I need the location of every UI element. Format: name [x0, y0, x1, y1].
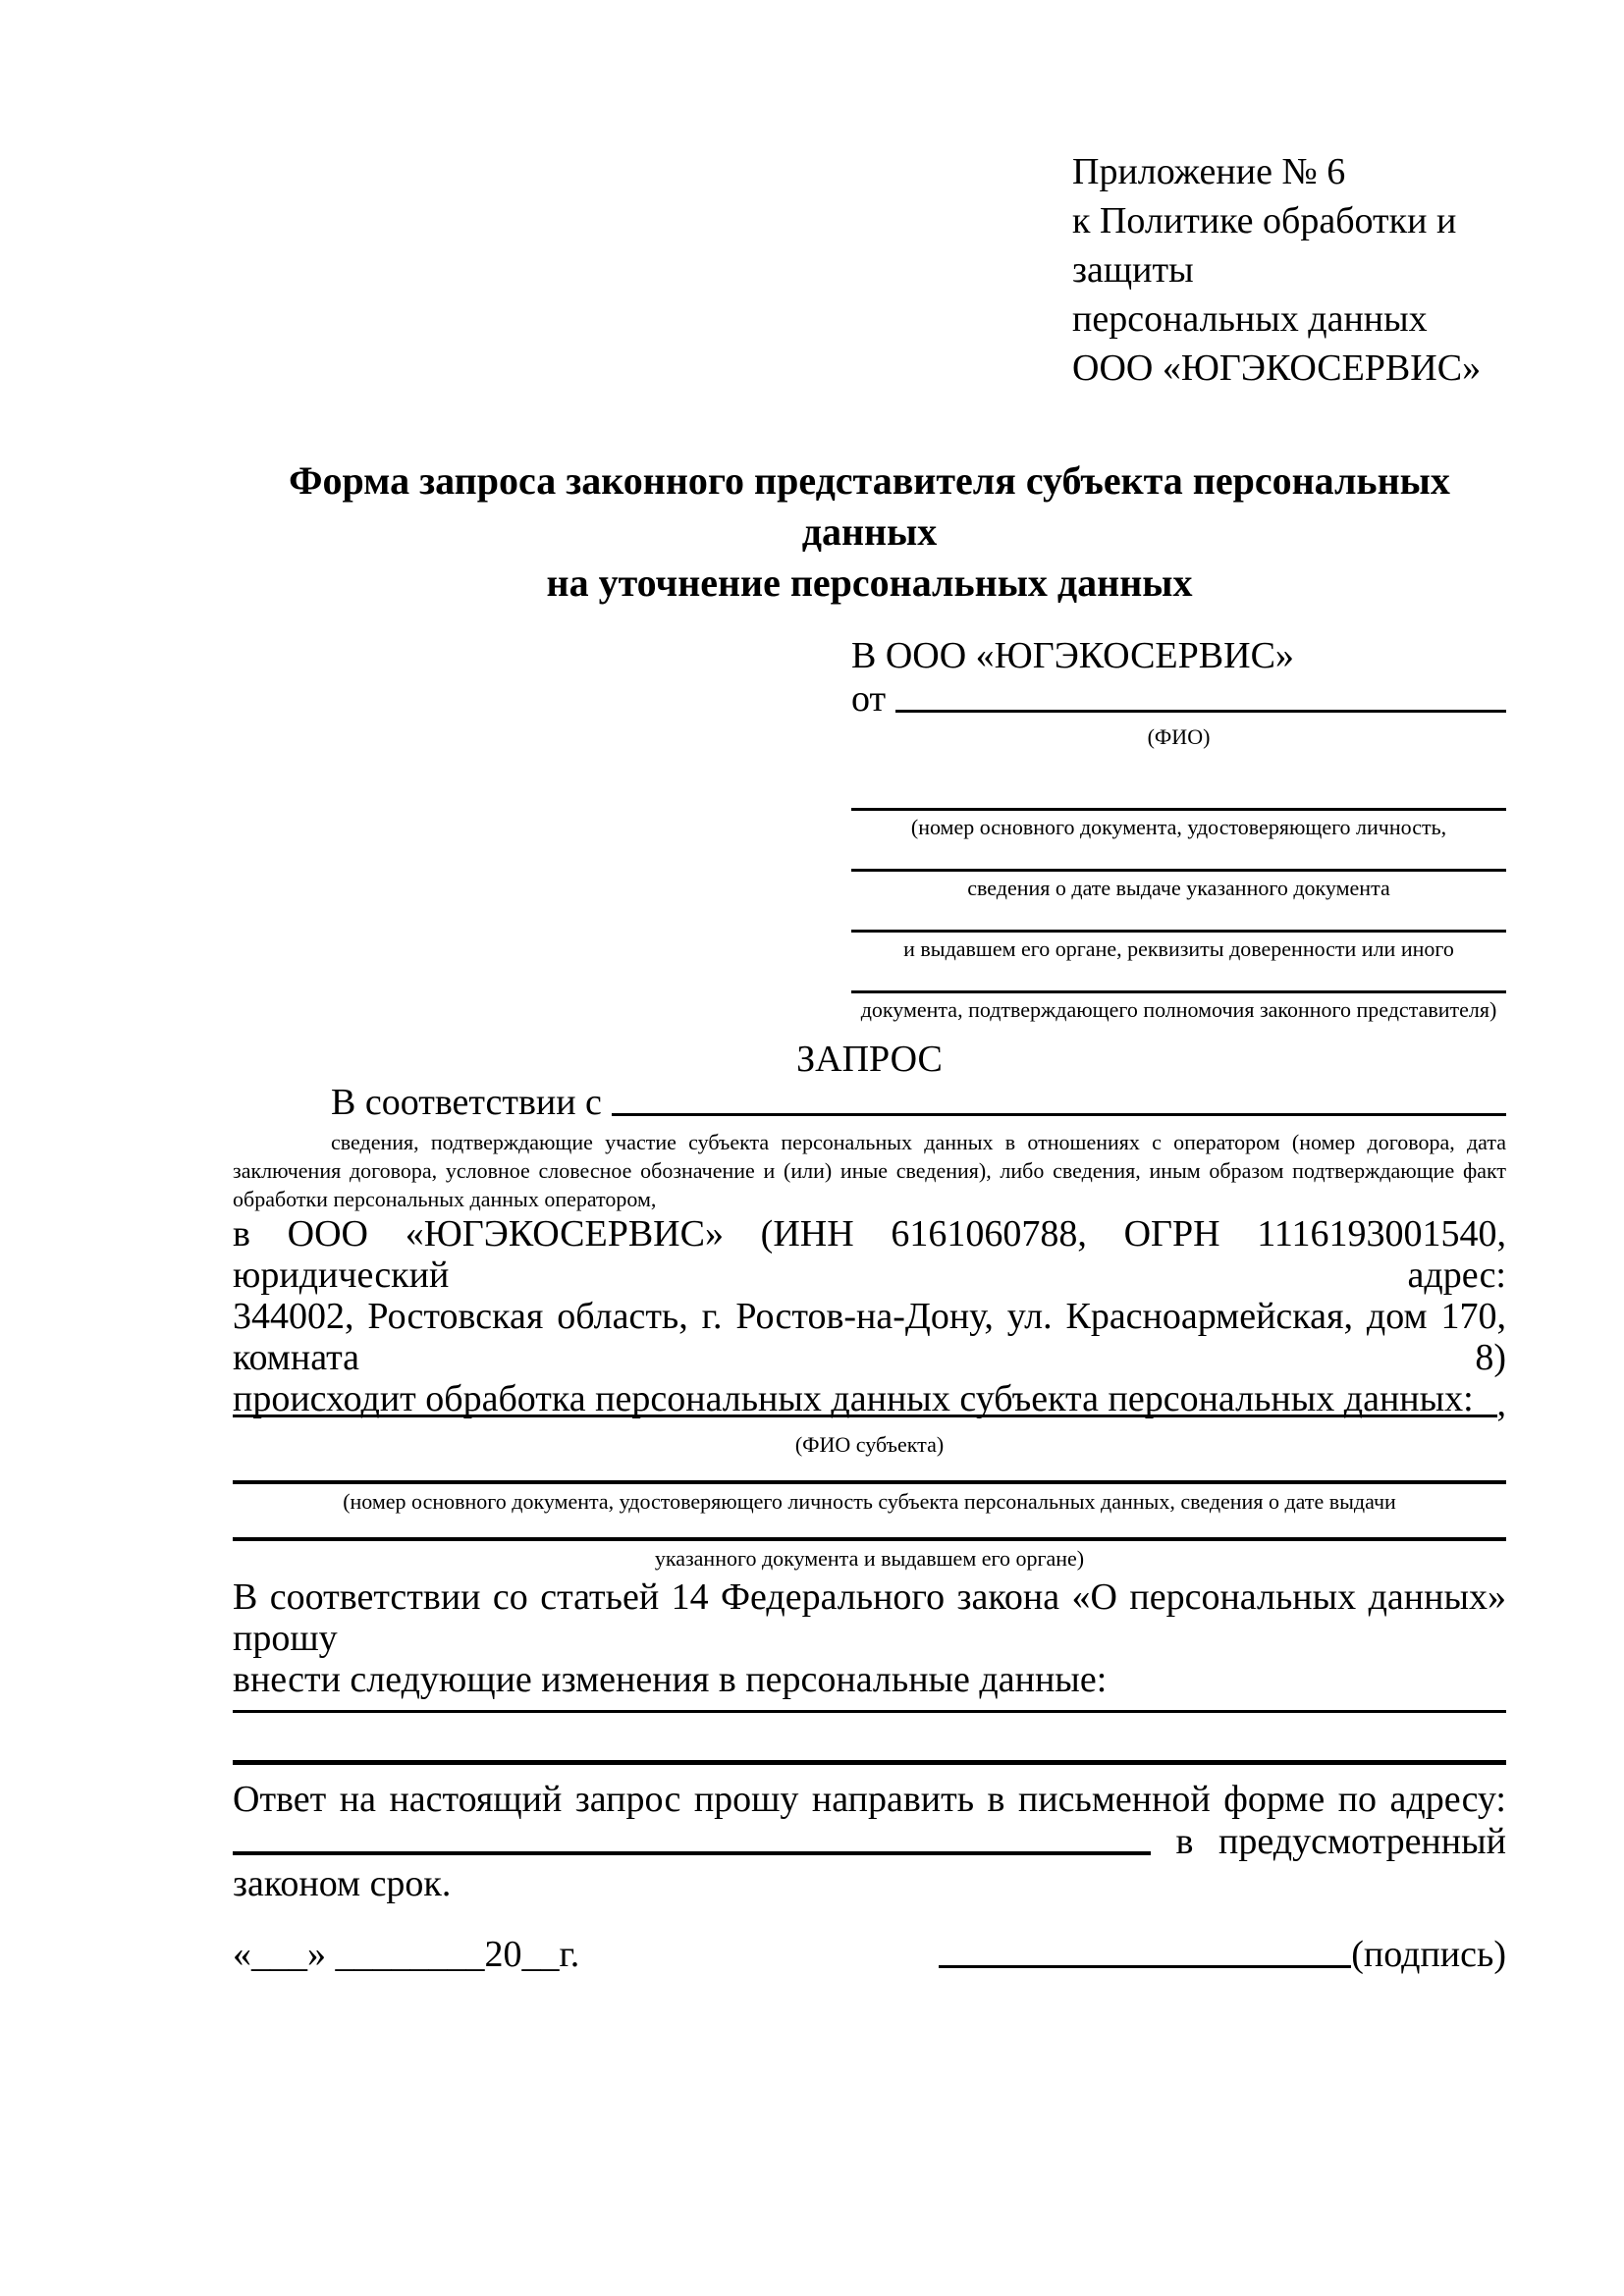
law-paragraph-line-2: внести следующие изменения в персональные данные: [233, 1659, 1108, 1700]
answer-paragraph-line-3: законом срок. [233, 1863, 452, 1904]
subject-doc-blank-line-2 [233, 1537, 1506, 1541]
appendix-block [1072, 147, 1496, 393]
answer-address-blank-line [233, 1851, 1151, 1855]
appendix-line-2: к Политике обработки и защиты [1072, 200, 1457, 291]
answer-paragraph-line-1: Ответ на настоящий запрос прошу направить в письменной форме по адресу: [233, 1779, 1506, 1820]
operator-paragraph-line-1: в ООО «ЮГЭКОСЕРВИС» (ИНН 6161060788, ОГРН 1116193001540, юридический адрес: [233, 1213, 1506, 1296]
accordance-note-line-1: сведения, подтверждающие участие субъекта персональных данных в отношениях с оператором (номер договора, дата [331, 1130, 1506, 1154]
operator-paragraph [233, 1213, 1506, 1419]
accordance-note-line-2: заключения договора, условное словесное обозначение и (или) иные сведения), либо сведения, иным образом подтверждающие факт [233, 1158, 1506, 1183]
subject-fio-comma: , [1496, 1383, 1506, 1424]
accordance-note-line-3: обработки персональных данных оператором, [233, 1187, 657, 1211]
signature-caption: (подпись) [1351, 1934, 1506, 1975]
representative-doc-blank-line-1 [851, 808, 1506, 811]
accordance-row [233, 1081, 1506, 1124]
subject-doc-blank-line-1 [233, 1480, 1506, 1484]
operator-paragraph-line-3: происходит обработка персональных данных субъекта персональных данных: [233, 1378, 1474, 1419]
changes-blank-line-2 [233, 1760, 1506, 1765]
answer-address-row [233, 1821, 1506, 1863]
operator-paragraph-line-2: 344002, Ростовская область, г. Ростов-на-Дону, ул. Красноармейская, дом 170, комната 8) [233, 1296, 1506, 1378]
subject-fio-caption: (ФИО субъекта) [794, 1432, 945, 1457]
law-paragraph [233, 1576, 1506, 1700]
representative-doc-blank-line-2 [851, 869, 1506, 872]
footer-row [233, 1933, 1506, 1976]
signature-group [939, 1933, 1506, 1976]
signature-blank-line [939, 1965, 1351, 1968]
appendix-line-4: ООО «ЮГЭКОСЕРВИС» [1072, 347, 1482, 389]
answer-paragraph [233, 1779, 1506, 1905]
document-title-line-1: Форма запроса законного представителя субъекта персональных данных [289, 458, 1450, 554]
request-heading: ЗАПРОС [796, 1039, 943, 1080]
answer-word-stipulated: предусмотренный [1218, 1821, 1506, 1862]
addressee-organization: В ООО «ЮГЭКОСЕРВИС» [851, 635, 1294, 676]
representative-fio-blank-line [895, 710, 1506, 713]
document-title [233, 455, 1506, 609]
answer-word-in: в [1175, 1821, 1194, 1862]
representative-doc-blank-line-3 [851, 930, 1506, 933]
changes-blank-line-1 [233, 1710, 1506, 1713]
document-title-line-2: на уточнение персональных данных [546, 561, 1193, 605]
appendix-line-1: Приложение № 6 [1072, 151, 1346, 192]
fio-caption: (ФИО) [1147, 724, 1211, 749]
document-content [233, 147, 1506, 1976]
representative-doc-caption-2: сведения о дате выдаче указанного документа [967, 876, 1390, 900]
addressee-from-row [851, 680, 1506, 721]
accordance-blank-line [612, 1113, 1506, 1116]
subject-doc-caption-2: указанного документа и выдавшем его органе) [654, 1546, 1085, 1571]
addressee-block [851, 632, 1506, 1024]
accordance-lead-text: В соответствии с [331, 1082, 602, 1123]
representative-doc-caption-1: (номер основного документа, удостоверяющего личность, [910, 815, 1447, 839]
subject-doc-caption-1: (номер основного документа, удостоверяющего личность субъекта персональных данных, сведения о дате выдачи [343, 1489, 1396, 1514]
date-blank-line: «___» ________20__г. [233, 1934, 580, 1975]
representative-doc-blank-line-4 [851, 990, 1506, 993]
appendix-line-3: персональных данных [1072, 298, 1428, 340]
from-label: от [851, 678, 887, 720]
law-paragraph-line-1: В соответствии со статьей 14 Федерального закона «О персональных данных» прошу [233, 1576, 1506, 1659]
subject-fio-blank-line [233, 1415, 1497, 1417]
accordance-note [233, 1128, 1506, 1213]
representative-doc-caption-4: документа, подтверждающего полномочия законного представителя) [860, 997, 1497, 1022]
representative-doc-caption-3: и выдавшем его органе, реквизиты доверенности или иного [903, 936, 1454, 961]
